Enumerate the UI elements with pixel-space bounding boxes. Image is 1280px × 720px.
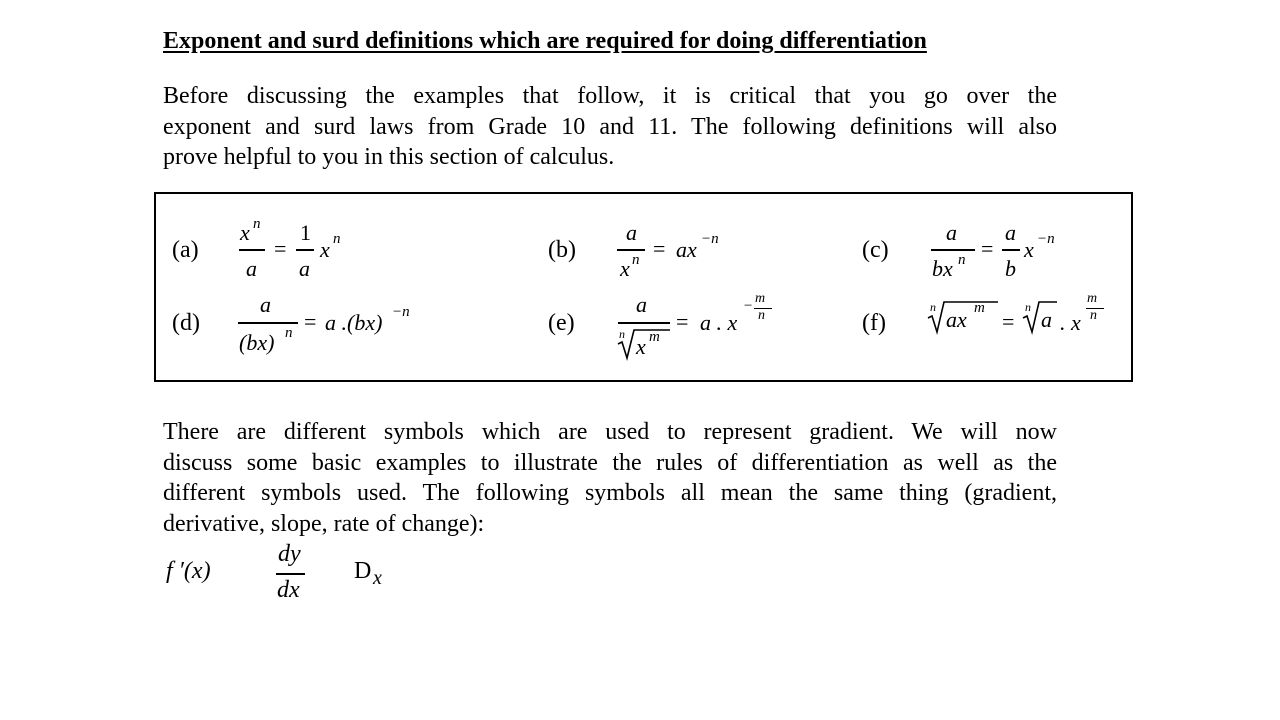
d-operator-symbol: D xyxy=(354,558,372,584)
equals-sign: = xyxy=(1002,309,1015,334)
denominator: bx xyxy=(932,256,953,281)
exponent: n xyxy=(253,216,261,232)
gradient-paragraph xyxy=(163,417,1057,539)
fraction-bar xyxy=(618,322,670,324)
radicand: a xyxy=(1041,307,1052,332)
denominator: b xyxy=(1005,256,1016,281)
radical-index: n xyxy=(930,300,936,314)
rhs-base: a . x xyxy=(700,310,738,335)
exponent: n xyxy=(958,252,966,268)
dy-numerator: dy xyxy=(278,541,301,567)
exponent: n xyxy=(632,252,640,268)
d-operator-subscript: x xyxy=(373,567,382,589)
exponent: −n xyxy=(392,304,410,320)
exponent-numerator: m xyxy=(755,291,766,306)
fraction-bar xyxy=(931,249,975,251)
intro-line: exponent and surd laws from Grade 10 and 11. The following definitions will also xyxy=(163,113,1057,140)
section-heading: Exponent and surd definitions which are required for doing differentiation xyxy=(163,28,927,54)
fraction-bar xyxy=(1002,249,1020,251)
exponent: n xyxy=(333,231,341,247)
numerator: a xyxy=(260,292,271,317)
intro-paragraph xyxy=(163,81,1057,173)
rhs-base: ax xyxy=(676,237,697,262)
f-prime-symbol: f ′(x) xyxy=(166,558,211,584)
radicand: ax xyxy=(946,307,967,332)
dx-denominator: dx xyxy=(277,577,300,603)
numerator: x xyxy=(240,220,250,245)
radicand: x xyxy=(636,334,646,359)
numerator: 1 xyxy=(300,220,311,245)
exponent-numerator: m xyxy=(1087,291,1098,306)
rhs-base: . x xyxy=(1060,310,1081,335)
numerator: a xyxy=(626,220,637,245)
numerator: a xyxy=(1005,220,1016,245)
fraction-bar xyxy=(296,249,314,251)
equals-sign: = xyxy=(676,309,689,334)
exponent-sign: − xyxy=(743,298,754,314)
rhs-base: a .(bx) xyxy=(325,310,383,335)
definition-label: (a) xyxy=(172,237,199,263)
radical-index: n xyxy=(619,327,625,341)
numerator: a xyxy=(946,220,957,245)
definition-label: (e) xyxy=(548,310,575,336)
gradient-line: There are different symbols which are used to represent gradient. We will now xyxy=(163,419,1057,445)
exponent: −n xyxy=(701,231,719,247)
definition-label: (d) xyxy=(172,310,200,336)
rhs-base: x xyxy=(1024,237,1034,262)
exponent-denominator: n xyxy=(758,308,765,323)
fraction-bar xyxy=(239,249,265,251)
exponent-denominator: n xyxy=(1090,308,1097,323)
equals-sign: = xyxy=(274,236,287,261)
exponent: −n xyxy=(1037,231,1055,247)
definition-label: (b) xyxy=(548,237,576,263)
fraction-bar xyxy=(238,322,298,324)
definitions-box xyxy=(154,192,1133,382)
equals-sign: = xyxy=(653,236,666,261)
exponent: m xyxy=(649,329,660,345)
radical-index: n xyxy=(1025,300,1031,314)
gradient-line: discuss some basic examples to illustrate the rules of differentiation as well as the xyxy=(163,449,1057,476)
definition-label: (c) xyxy=(862,237,889,263)
intro-line: prove helpful to you in this section of calculus. xyxy=(163,144,615,170)
intro-line: Before discussing the examples that follow, it is critical that you go over the xyxy=(163,83,1057,109)
fraction-bar xyxy=(617,249,645,251)
fraction-bar xyxy=(276,573,305,575)
equals-sign: = xyxy=(304,309,317,334)
gradient-line: derivative, slope, rate of change): xyxy=(163,510,485,537)
gradient-line: different symbols used. The following symbols all mean the same thing (gradient, xyxy=(163,480,1057,506)
definition-label: (f) xyxy=(862,310,886,336)
denominator: a xyxy=(246,256,257,281)
equals-sign: = xyxy=(981,236,994,261)
numerator: a xyxy=(636,292,647,317)
exponent: n xyxy=(285,325,293,341)
denominator: x xyxy=(620,256,630,281)
rhs-base: x xyxy=(320,237,330,262)
denominator: (bx) xyxy=(239,330,275,355)
denominator: a xyxy=(299,256,310,281)
exponent: m xyxy=(974,300,985,316)
